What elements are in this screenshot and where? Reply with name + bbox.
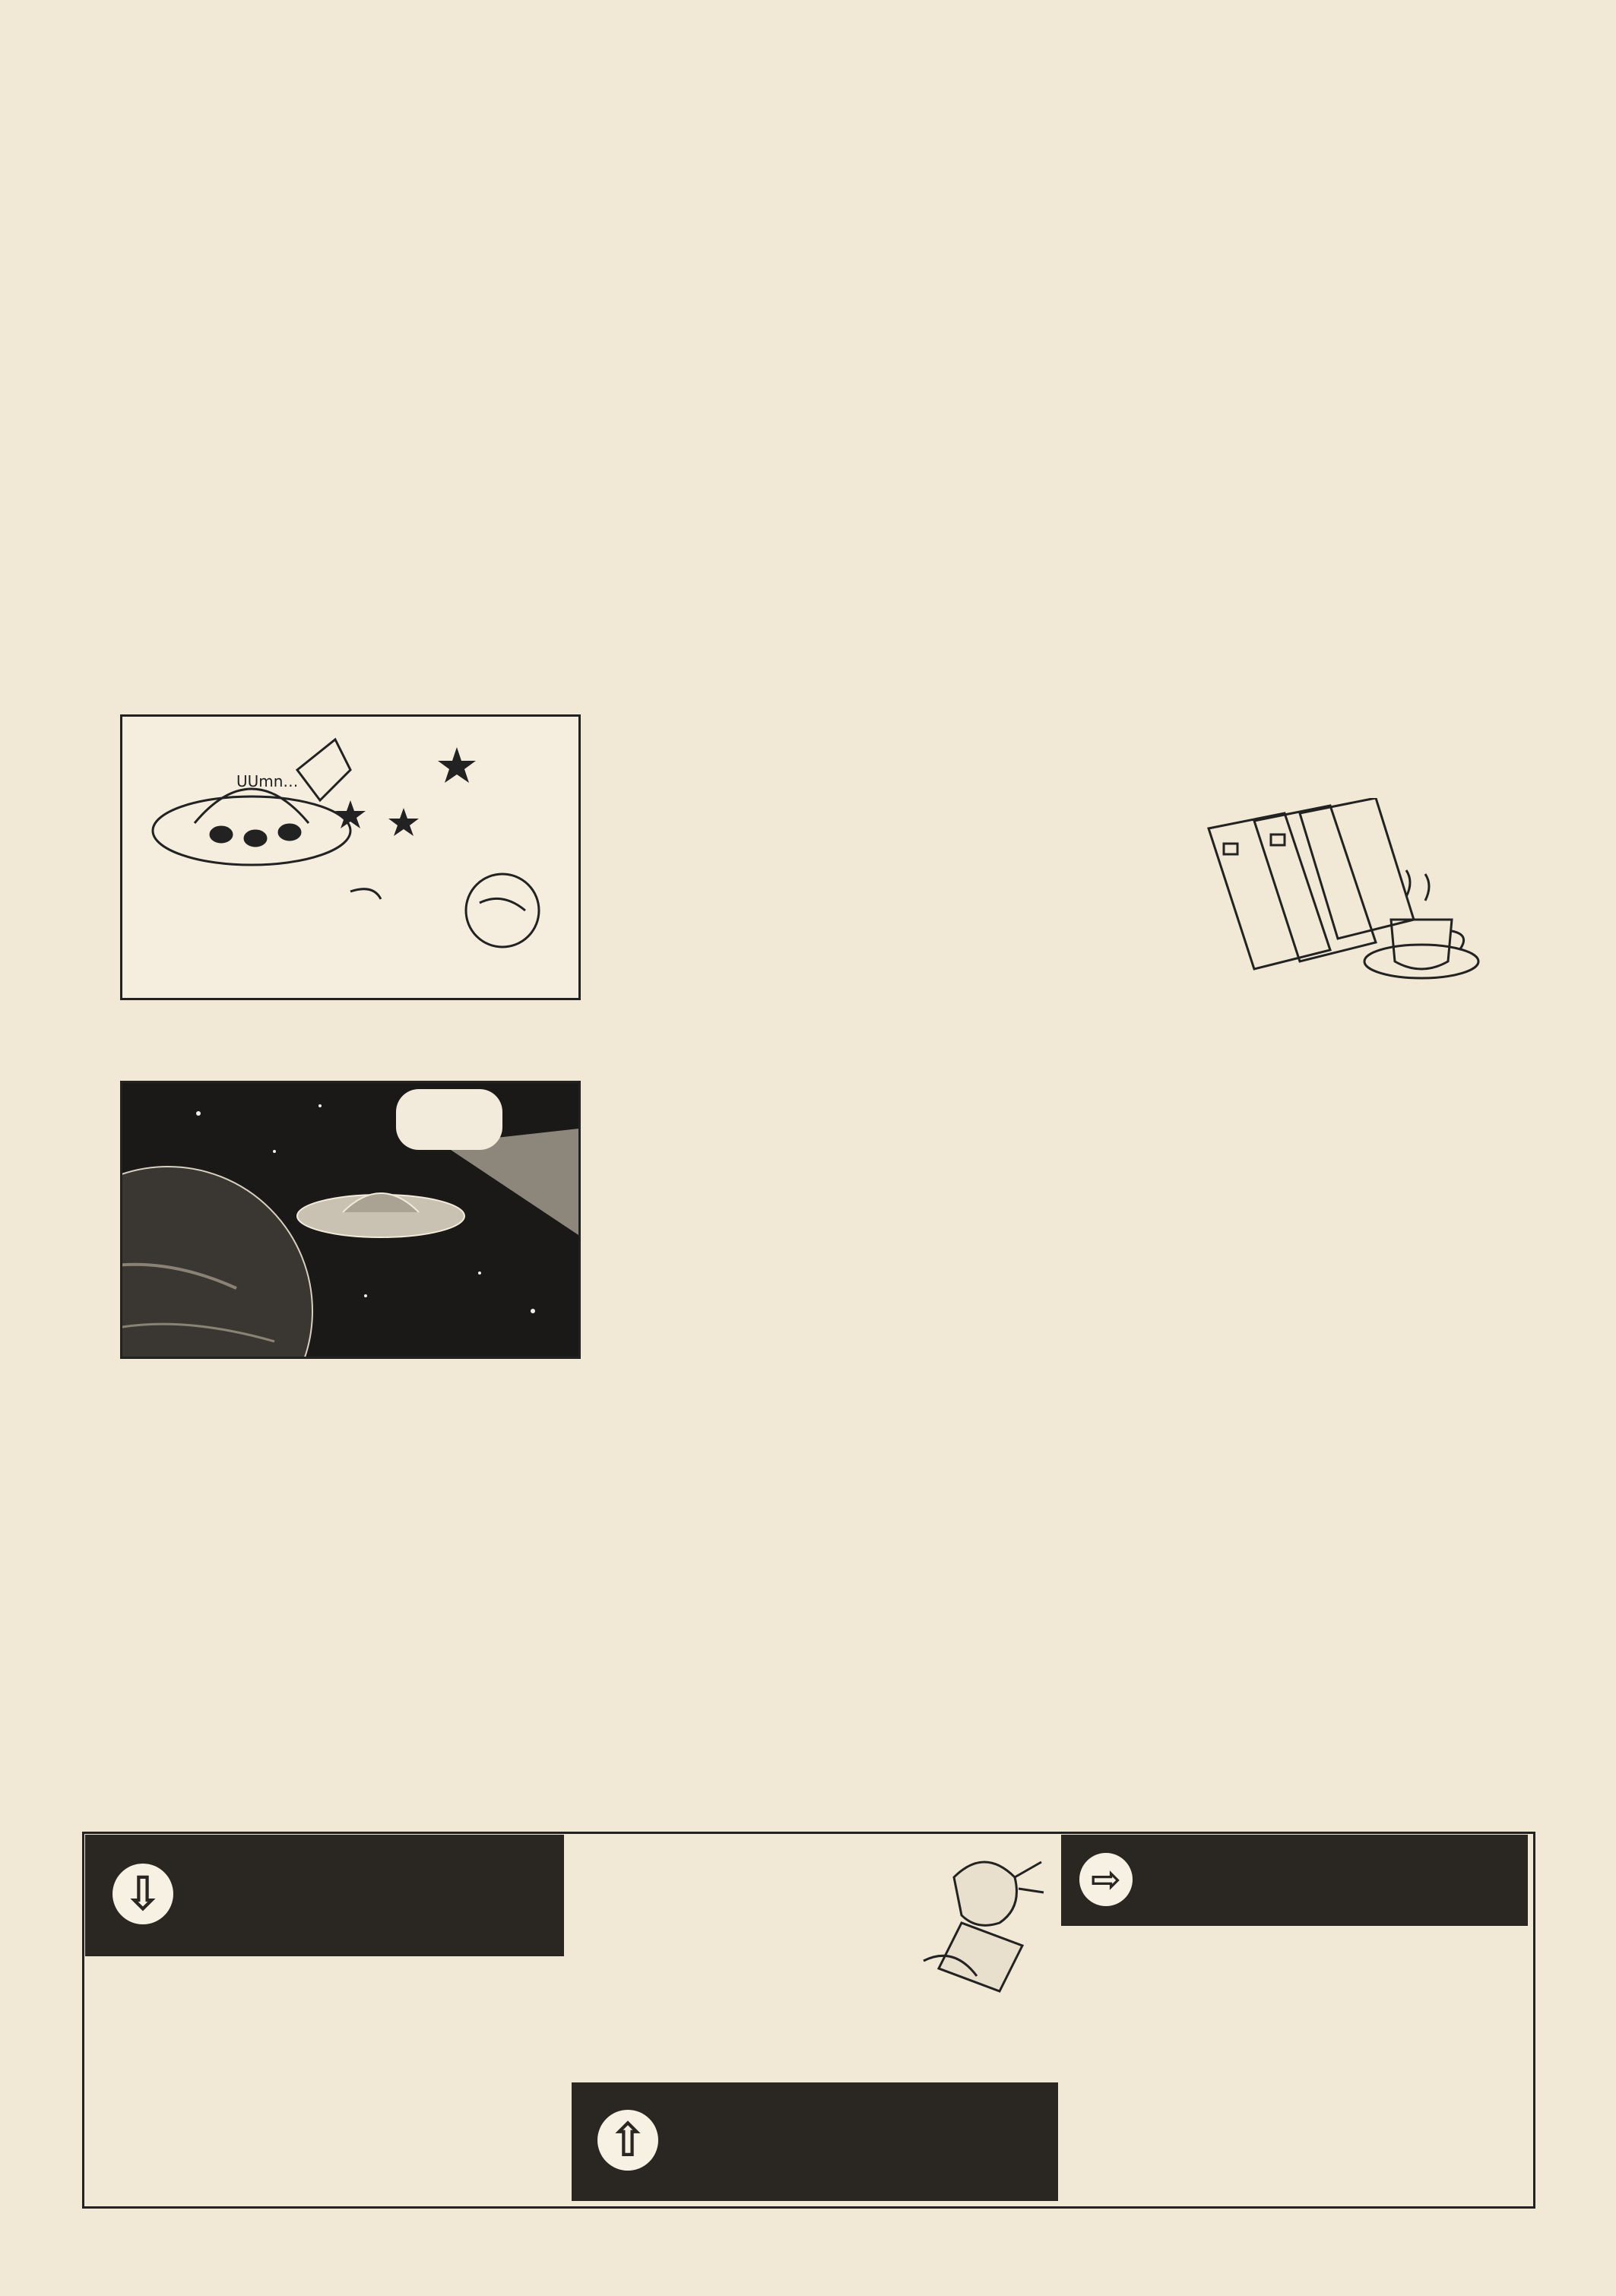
up-arrow-icon: ⇧ — [597, 2110, 658, 2171]
penpal-row-1 — [662, 1022, 1498, 1372]
ham-license-banner — [572, 2082, 1058, 2201]
illustration-ufo-friends — [120, 714, 581, 1000]
top-article — [105, 243, 1496, 593]
illustration-space-scene — [120, 1081, 581, 1359]
down-arrow-icon: ⇩ — [112, 1864, 173, 1924]
penpal-row-2 — [658, 650, 1114, 1007]
svg-text:UUmn…: UUmn… — [236, 772, 299, 790]
letters-and-teacup-drawing — [1201, 798, 1490, 988]
radio-operator-drawing — [908, 1847, 1045, 1999]
penpal-row-3 — [130, 1415, 1498, 1772]
ufo-drawing — [122, 717, 578, 998]
car-radio-banner — [85, 1835, 564, 1956]
space-drawing — [122, 1083, 578, 1357]
right-arrow-icon: ⇨ — [1079, 1853, 1133, 1906]
guide-banner — [1061, 1835, 1528, 1926]
